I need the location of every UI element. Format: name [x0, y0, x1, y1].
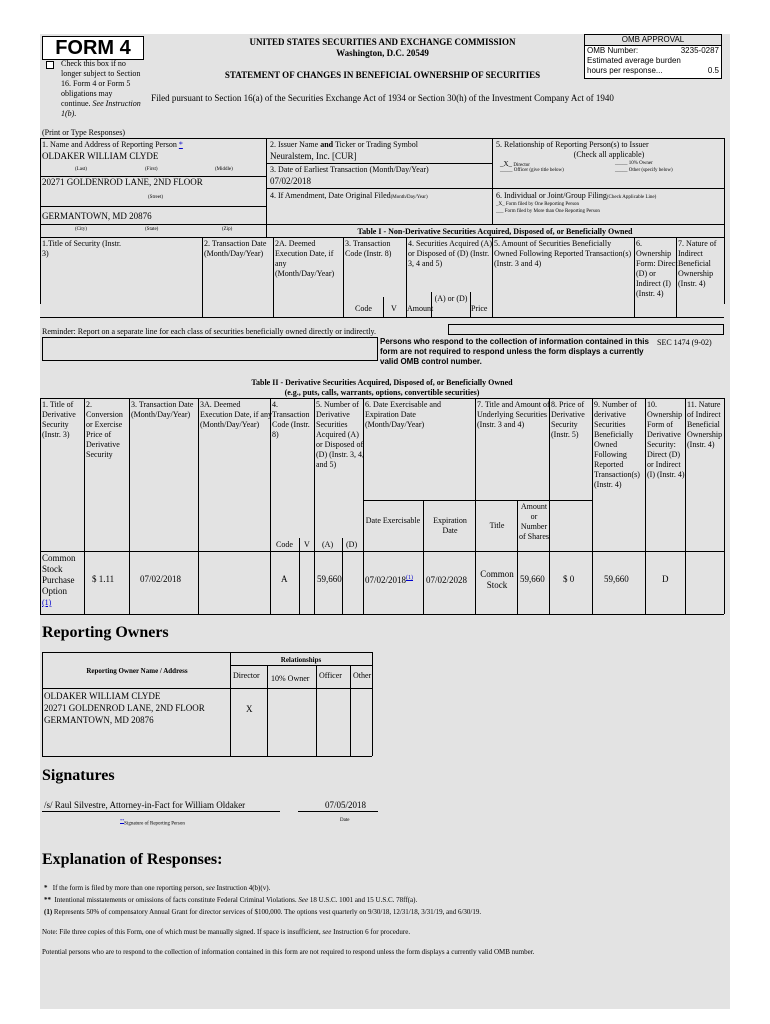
agency-name: UNITED STATES SECURITIES AND EXCHANGE COMMISSION	[249, 37, 516, 47]
middle-label: (Middle)	[215, 167, 233, 172]
owner10-option[interactable]: _____ 10% Owner	[615, 161, 653, 166]
t2-col11: 11. Nature of Indirect Beneficial Ownership (Instr. 4)	[687, 400, 723, 449]
t1-aord: (A) or (D)	[434, 294, 468, 303]
signatures-heading: Signatures	[42, 767, 115, 784]
t2-row-title: Common Stock	[480, 569, 514, 590]
t2-col4: 4. Transaction Code (Instr. 8)	[272, 400, 310, 439]
signature-date: 07/05/2018	[325, 800, 367, 810]
box3-label: 3. Date of Earliest Transaction (Month/Day/Year)	[270, 165, 429, 174]
t1-col1: 1.Title of Security (Instr. 3)	[42, 239, 122, 258]
other-option[interactable]: _____ Other (specify below)	[615, 168, 673, 173]
t2-code: Code	[276, 540, 293, 549]
persons-notice: Persons who respond to the collection of information contained in this form are not required to respond unless the form displays a currently valid OMB control number.	[380, 337, 649, 366]
t2-row-number: 59,660	[317, 574, 342, 584]
filing-option-more[interactable]: ___ Form filed by More than One Reporting Person	[496, 209, 600, 214]
t2-row-expiration: 07/02/2028	[426, 575, 468, 585]
t2-col3a: 3A. Deemed Execution Date, if any (Month/Day/Year)	[200, 400, 272, 429]
t2-d: (D)	[346, 540, 358, 549]
omb-approval-box	[584, 34, 722, 79]
explanation-heading: Explanation of Responses:	[42, 851, 223, 868]
box4-label: 4. If Amendment, Date Original Filed(Month/Day/Year)	[270, 191, 428, 200]
form-page	[40, 34, 730, 1009]
t2-row-code: A	[281, 574, 288, 584]
t2-row-amount: 59,660	[520, 574, 545, 584]
double-star-link[interactable]: **	[120, 818, 125, 823]
ro-line1: OLDAKER WILLIAM CLYDE	[44, 691, 161, 701]
ro-officer-header: Officer	[319, 671, 342, 680]
t1-col2: 2. Transaction Date (Month/Day/Year)	[204, 239, 267, 258]
ro-director-header: Director	[233, 671, 260, 680]
t1-col3: 3. Transaction Code (Instr. 8)	[345, 239, 392, 258]
t1-col7: 7. Nature of Indirect Beneficial Ownership (Instr. 4)	[678, 239, 717, 288]
ro-owner10-header: 10% Owner	[271, 674, 310, 683]
table1-title: Table I - Non-Derivative Securities Acquired, Disposed of, or Beneficially Owned	[357, 227, 633, 236]
t1-v: V	[391, 304, 397, 313]
t2-col3: 3. Transaction Date (Month/Day/Year)	[131, 400, 194, 419]
explanation-line1: * If the form is filed by more than one reporting person, see Instruction 4(b)(v).	[44, 884, 271, 892]
t2-col6: 6. Date Exercisable and Expiration Date (Month/Day/Year)	[365, 400, 441, 429]
reporting-person-name: OLDAKER WILLIAM CLYDE	[42, 151, 159, 161]
director-option[interactable]: _X_ Director	[500, 160, 530, 168]
t2-amount-header: Amount or Number of Shares	[519, 502, 549, 541]
table2-title: Table II - Derivative Securities Acquired, Disposed of, or Beneficially Owned	[251, 378, 513, 387]
earliest-transaction-date: 07/02/2018	[270, 176, 312, 186]
officer-option[interactable]: _____ Officer (give title below)	[500, 168, 564, 173]
form-title: FORM 4	[42, 36, 144, 60]
t2-row-form: D	[662, 574, 669, 584]
t1-col2a: 2A. Deemed Execution Date, if any (Month/Day/Year)	[275, 239, 335, 278]
explanation-note: Note: File three copies of this Form, one of which must be manually signed. If space is insufficient, see Instruction 6 for procedure.	[42, 928, 411, 936]
t1-amount: Amount	[407, 304, 434, 313]
t2-a: (A)	[322, 540, 334, 549]
street-address: 20271 GOLDENROD LANE, 2ND FLOOR	[42, 177, 203, 187]
explanation-line2: ** Intentional misstatements or omissions of facts constitute Federal Criminal Violations. See 18 U.S.C. 1001 and 15 U.S.C. 78ff(a).	[44, 896, 418, 904]
t1-col4: 4. Securities Acquired (A) or Disposed of (D) (Instr. 3, 4 and 5)	[408, 239, 492, 268]
footnote-1-link-2[interactable]: (1)	[406, 575, 414, 581]
ro-other-header: Other	[353, 671, 372, 680]
owner-name-header: Reporting Owner Name / Address	[86, 667, 188, 675]
t2-col5: 5. Number of Derivative Securities Acquired (A) or Disposed of (D) (Instr. 3, 4, and 5)	[316, 400, 364, 469]
date-label: Date	[340, 818, 350, 823]
t2-col10: 10. Ownership Form of Derivative Security: Direct (D) or Indirect (I) (Instr. 4)	[647, 400, 685, 479]
street-label: (Street)	[148, 195, 163, 200]
sec-code: SEC 1474 (9-02)	[657, 338, 712, 347]
t2-col8: 8. Price of Derivative Security (Instr. 5)	[551, 400, 585, 439]
explanation-line3: (1) Represents 50% of compensatory Annual Grant for director services of $100,000. The options vest quarterly on 9/30/18, 12/31/18, 3/31/19, and 6/30/19.	[44, 908, 482, 916]
last-label: (Last)	[75, 167, 87, 172]
t2-v: V	[304, 540, 310, 549]
t1-col5: 5. Amount of Securities Beneficially Owned Following Reported Transaction(s) (Instr. 3 and 4)	[494, 239, 632, 268]
signature-label: **Signature of Reporting Person	[120, 818, 185, 827]
box5-sub: (Check all applicable)	[573, 150, 645, 159]
omb-hours-row: hours per response... 0.5	[587, 66, 719, 75]
t2-expiration: Expiration Date	[433, 516, 467, 535]
ro-line3: GERMANTOWN, MD 20876	[44, 715, 154, 725]
ro-director-mark: X	[246, 704, 253, 714]
t2-row-price: $ 1.11	[92, 574, 115, 584]
box1-label: 1. Name and Address of Reporting Person *	[42, 140, 183, 149]
t2-col9: 9. Number of derivative Securities Beneficially Owned Following Reported Transaction(s) (Instr. 4)	[594, 400, 640, 489]
t2-date-exercisable: Date Exercisable	[365, 516, 421, 525]
agency-location: Washington, D.C. 20549	[336, 48, 429, 58]
omb-title: OMB APPROVAL	[585, 35, 721, 46]
ro-line2: 20271 GOLDENROD LANE, 2ND FLOOR	[44, 703, 205, 713]
t1-col6: 6. Ownership Form: Direct (D) or Indirect (I) (Instr. 4)	[636, 239, 678, 298]
issuer-name: Neuralstem, Inc. [CUR]	[270, 151, 357, 161]
table2-subtitle: (e.g., puts, calls, warrants, options, convertible securities)	[284, 388, 480, 397]
city-state-zip: GERMANTOWN, MD 20876	[42, 211, 152, 221]
reporting-owners-heading: Reporting Owners	[42, 624, 169, 641]
no-longer-subject-checkbox[interactable]	[46, 61, 54, 69]
state-label: (State)	[145, 227, 159, 232]
t1-code: Code	[355, 304, 372, 313]
t2-row-price8: $ 0	[563, 574, 575, 584]
explanation-potential: Potential persons who are to respond to the collection of information contained in this form are not required to respond unless the form displays a currently valid OMB number.	[42, 948, 535, 956]
t2-col1: 1. Title of Derivative Security (Instr. 3)	[42, 400, 76, 439]
t2-title-header: Title	[489, 521, 505, 530]
t2-col2: 2. Conversion or Exercise Price of Derivative Security	[86, 400, 123, 459]
box6-label: 6. Individual or Joint/Group Filing(Check Applicable Line)	[496, 191, 657, 200]
omb-number-row: OMB Number: 3235-0287	[587, 46, 719, 55]
relationships-header: Relationships	[280, 656, 322, 664]
filed-pursuant: Filed pursuant to Section 16(a) of the Securities Exchange Act of 1934 or Section 30(h) of the Investment Company Act of 1940	[151, 93, 614, 103]
box5-label: 5. Relationship of Reporting Person(s) to Issuer	[496, 140, 649, 149]
omb-burden-label: Estimated average burden	[587, 56, 681, 65]
city-label: (City)	[75, 227, 87, 232]
t2-row-security: Common Stock Purchase Option (1)	[42, 553, 76, 607]
checkbox-text: Check this box if no longer subject to Section 16. Form 4 or Form 5 obligations may continue. See Instruction 1(b).	[61, 59, 141, 118]
footnote-1-link[interactable]: (1)	[42, 598, 52, 607]
first-label: (First)	[145, 167, 158, 172]
t1-price: Price	[471, 304, 488, 313]
reminder-text: Reminder: Report on a separate line for each class of securities beneficially owned directly or indirectly.	[42, 327, 377, 336]
signature-name: /s/ Raul Silvestre, Attorney-in-Fact for William Oldaker	[44, 800, 246, 810]
print-type-note: (Print or Type Responses)	[42, 128, 126, 137]
star-footnote-link[interactable]: *	[178, 140, 183, 149]
box2-label: 2. Issuer Name and Ticker or Trading Symbol	[270, 140, 419, 149]
zip-label: (Zip)	[222, 227, 233, 232]
t2-row-date: 07/02/2018	[140, 574, 182, 584]
statement-title: STATEMENT OF CHANGES IN BENEFICIAL OWNERSHIP OF SECURITIES	[224, 70, 541, 80]
t2-col7: 7. Title and Amount of Underlying Securities (Instr. 3 and 4)	[477, 400, 550, 429]
t2-row-exercisable: 07/02/2018$^{(1)}$	[365, 575, 414, 585]
filing-option-one[interactable]: _X_ Form filed by One Reporting Person	[496, 202, 580, 207]
t2-row-owned: 59,660	[604, 574, 629, 584]
